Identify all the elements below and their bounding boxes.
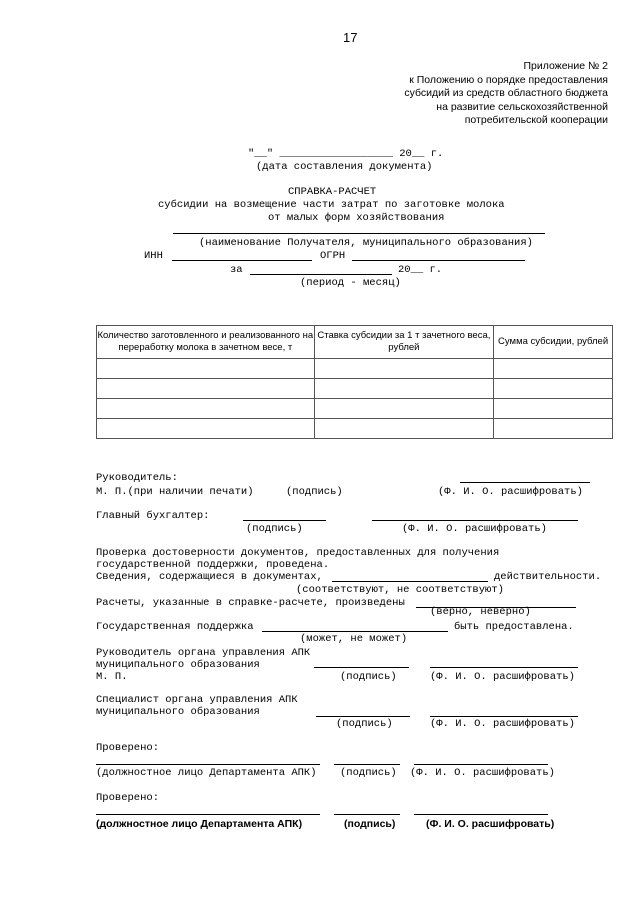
head-label: Руководитель: <box>96 472 178 484</box>
annex-line: на развитие сельскохозяйственной <box>436 100 608 113</box>
official-sign-line <box>334 814 400 815</box>
document-subtitle: субсидии на возмещение части затрат по заготовке молока <box>158 199 505 211</box>
period-suffix: 20__ г. <box>398 264 443 276</box>
signature-caption: (подпись) <box>340 767 397 779</box>
specialist-fio-line <box>430 716 578 717</box>
fio-caption: (Ф. И. О. расшифровать) <box>410 767 555 779</box>
support-caption: (может, не может) <box>300 633 408 645</box>
apk-head-sign-line <box>314 667 409 668</box>
support-prefix: Государственная поддержка <box>96 621 254 633</box>
stamp-note: М. П.(при наличии печати) <box>96 486 254 498</box>
date-caption: (дата составления документа) <box>256 161 433 173</box>
table-cell <box>314 399 494 419</box>
page-number: 17 <box>343 30 358 45</box>
table-row <box>97 379 613 399</box>
support-suffix: быть предоставлена. <box>454 621 574 633</box>
annex-line: к Положению о порядке предоставления <box>409 73 608 86</box>
official-caption-bold: (должностное лицо Департамента АПК) <box>96 818 303 830</box>
date-line: "__" __________________ 20__ г. <box>248 148 444 160</box>
official-fio-line <box>414 814 548 815</box>
table-header-row <box>97 326 613 359</box>
table-cell <box>494 379 613 399</box>
fio-caption: (Ф. И. О. расшифровать) <box>402 523 547 535</box>
document-subtitle: от малых форм хозяйствования <box>268 212 445 224</box>
signature-caption-bold: (подпись) <box>344 818 396 830</box>
apk-head-label: муниципального образования <box>96 659 260 671</box>
period-line <box>250 274 392 275</box>
table-row <box>97 419 613 439</box>
fio-caption: (Ф. И. О. расшифровать) <box>438 486 583 498</box>
table-row <box>97 399 613 419</box>
official-line <box>96 814 320 815</box>
fio-caption: (Ф. И. О. расшифровать) <box>430 718 575 730</box>
checked-label: Проверено: <box>96 792 160 804</box>
check-text: государственной поддержки, проведена. <box>96 559 330 571</box>
table-cell <box>97 419 315 439</box>
subsidy-table <box>96 325 613 439</box>
official-fio-line <box>414 764 548 765</box>
table-cell <box>314 359 494 379</box>
info-line <box>332 581 488 582</box>
head-fio-line <box>460 482 590 483</box>
accountant-sign-line <box>243 520 326 521</box>
fio-caption: (Ф. И. О. расшифровать) <box>430 671 575 683</box>
table-cell <box>494 419 613 439</box>
check-text: Проверка достоверности документов, предоставленных для получения <box>96 547 500 559</box>
annex-line: субсидий из средств областного бюджета <box>404 87 608 99</box>
info-prefix: Сведения, содержащиеся в документах, <box>96 571 323 583</box>
signature-caption: (подпись) <box>246 523 303 535</box>
table-header-cell: Ставка субсидии за 1 т зачетного веса, рублей <box>314 326 494 359</box>
period-caption: (период - месяц) <box>300 277 401 289</box>
specialist-label: муниципального образования <box>96 706 260 718</box>
inn-line <box>172 260 312 261</box>
table-cell <box>97 379 315 399</box>
table-cell <box>97 359 315 379</box>
support-line <box>262 631 448 632</box>
table-header-cell: Количество заготовленного и реализованного на переработку молока в зачетном весе, т <box>97 326 315 359</box>
checked-label: Проверено: <box>96 742 160 754</box>
official-line <box>96 764 320 765</box>
table-cell <box>314 379 494 399</box>
apk-head-fio-line <box>430 667 578 668</box>
table-header-cell: Сумма субсидии, рублей <box>494 326 613 359</box>
table-cell <box>314 419 494 439</box>
table-cell <box>494 399 613 419</box>
ogrn-line <box>352 260 525 261</box>
signature-caption: (подпись) <box>340 671 397 683</box>
recipient-name-line <box>173 233 545 234</box>
table-cell <box>97 399 315 419</box>
info-suffix: действительности. <box>494 571 602 583</box>
official-caption: (должностное лицо Департамента АПК) <box>96 767 317 779</box>
table-row <box>97 359 613 379</box>
apk-head-label: Руководитель органа управления АПК <box>96 647 311 659</box>
specialist-label: Специалист органа управления АПК <box>96 694 298 706</box>
stamp-note: М. П. <box>96 671 128 683</box>
inn-label: ИНН <box>144 250 163 262</box>
ogrn-label: ОГРН <box>320 250 346 262</box>
document-title: СПРАВКА-РАСЧЕТ <box>288 186 377 198</box>
calc-prefix: Расчеты, указанные в справке-расчете, произведены <box>96 597 405 609</box>
annex-title: Приложение № 2 <box>523 60 608 72</box>
signature-caption: (подпись) <box>336 718 393 730</box>
accountant-label: Главный бухгалтер: <box>96 510 210 522</box>
specialist-sign-line <box>316 716 410 717</box>
official-sign-line <box>334 764 400 765</box>
annex-block <box>404 60 608 128</box>
accountant-fio-line <box>372 520 578 521</box>
annex-line: потребительской кооперации <box>464 114 608 126</box>
fio-caption-bold: (Ф. И. О. расшифровать) <box>426 818 555 830</box>
signature-caption: (подпись) <box>286 486 343 498</box>
calc-caption: (верно, неверно) <box>430 606 531 618</box>
table-cell <box>494 359 613 379</box>
period-prefix: за <box>230 264 243 276</box>
info-caption: (соответствуют, не соответствуют) <box>296 584 504 596</box>
recipient-caption: (наименование Получателя, муниципального образования) <box>199 237 533 249</box>
